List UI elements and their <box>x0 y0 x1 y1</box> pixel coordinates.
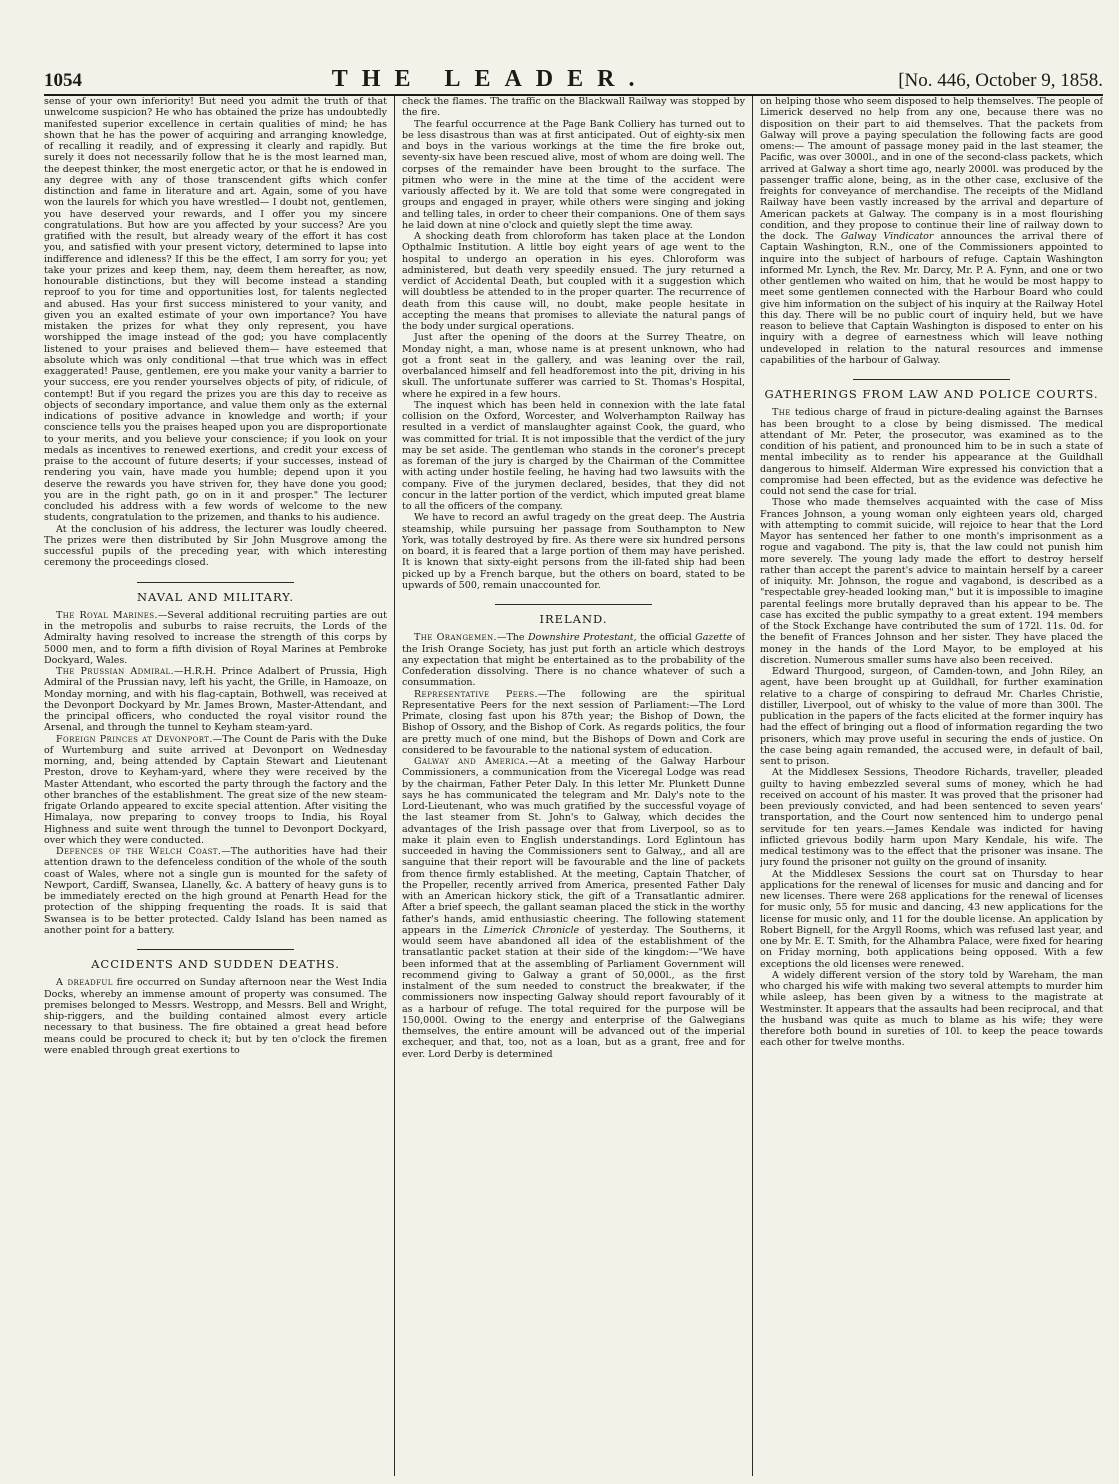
paragraph-colliery: The fearful occurrence at the Page Bank Colliery has turned out to be less disastrous than was at first anticipated. Out of eighty-six men and boys in the various workings at the time the fire broke out, seventy-six have been rescued alive, most of whom are doing well. The corpses of the remainder have been brought to the surface. The pitmen who were in the mine at the time of the accident were variously affected by it. We are told that some were congregated in groups and engaged in prayer, while others were singing and joking and telling tales, in order to cheer their companions. One of them says he laid down at nine o'clock and quietly slept the time away. <box>402 118 745 231</box>
page-number: 1054 <box>44 70 82 91</box>
paragraph-text: —The authorities have had their attention drawn to the defenceless condition of the whole of the south coast of Wales, where not a single gun is mounted for the safety of Newport, Cardiff, Swansea, Llanelly, &c. A battery of heavy guns is to be immediately erected on the high ground at Penarth Head for the protection of the shipping frequenting the roads. It is said that Swansea is to be better protected. Caldy Island has been named as another point for a battery. <box>44 846 387 936</box>
paragraph-dock-fire <box>44 977 387 1056</box>
section-heading-ireland: IRELAND. <box>402 604 745 625</box>
paragraph-chloroform: A shocking death from chloroform has taken place at the London Opthalmic Institution. A little boy eight years of age went to the hospital to undergo an operation in his eyes. Chloroform was administered, but death very speedily ensued. The jury returned a verdict of Accidental Death, but coupled with it a suggestion which will doubtless be attended to in the proper quarter. The recurrence of death from this cause will, no doubt, make people hesitate in accepting the means that promises to alleviate the natural pangs of the body under surgical operations. <box>402 231 745 332</box>
lead-in: Foreign Princes at Devonport. <box>56 733 213 745</box>
paragraph-text: —The following are the spiritual Representative Peers for the next session of Parliament:—The Lord Primate, closing fast upon his 87th year; the Bishop of Down, the Bishop of Ossory, and the Bishop of Cork. As regards politics, the four are pretty much of one mind, but the Bishops of Down and Cork are considered to be favourable to the national system of education. <box>402 688 745 756</box>
lead-in: The Royal Marines. <box>56 609 158 621</box>
paragraph-representative-peers <box>402 689 745 757</box>
section-heading-naval: NAVAL AND MILITARY. <box>44 582 387 603</box>
paragraph-wareham: A widely different version of the story told by Wareham, the man who charged his wife with making two several attempts to murder him while asleep, has been given by a witness to the magistrate at Westminster. It appears that the assaults had been reciprocal, and that the husband was quite as much to blame as his wife; they were therefore both bound in sureties of 10l. to keep the peace towards each other for twelve months. <box>760 969 1103 1049</box>
column-rule <box>752 96 753 1476</box>
paragraph-speech: sense of your own inferiority! But need you admit the truth of that unwelcome suspicion? He who has obtained the prize has undoubtedly manifested superior excellence in certain qualities of mind; he has shown that he has the power of acquiring and arranging knowledge, of recalling it readily, and of expressing it clearly and rapidly. But surely it does not necessarily follow that he is the most learned man, the deepest thinker, the most energetic actor, or that he is endowed in any degree with any of those transcendent gifts which confer distinction and fame in literature and art. Again, some of you have won the laurels for which you have wrestled— I doubt not, gentlemen, you have deserved your rewards, and I offer you my sincere congratulations. But how are you affected by your success? Are you gratified with the result, but already weary of the effort it has cost you, and satisfied with your present victory, determined to lapse into indifference and idleness? If this be the effect, I am sorry for you; yet take your prizes and keep them, nay, deem them hereafter, as now, honourable distinctions, but they will become instead a standing reproof to you for time and opportunities lost, for talents neglected and abused. Has your first success ministered to your vanity, and given you an exalted estimate of your own importance? You have mistaken the prizes for what they only represent, you have worshipped the image instead of the god; you have complacently listened to your praises and believed them— have esteemed that absolute which was only conditional —that true which was in effect exaggerated! Pause, gentlemen, ere you make your vanity a barrier to your success, ere you render yourselves objects of pity, of ridicule, of contempt! But if you regard the prizes you are this day to receive as objects of secondary importance, and value them only as the external indications of positive advance in knowledge and worth; if your conscience tells you the praises heaped upon you are disproportionate to your merits, and you believe your conscience; if you look on your medals as incentives to renewed exertions, and credit your excess of praise to the account of future deserts; if your successes, instead of rendering you vain, have made you humble; depend upon it you deserve the rewards you have striven for, they have done you good; you are in the right path, go on in it and prosper." The lecturer concluded his address with a few words of welcome to the new students, congratulation to the prizemen, and thanks to his audience. <box>44 96 387 524</box>
page-header <box>44 66 1103 96</box>
publication-name: Galway Vindicator <box>840 231 934 242</box>
lead-in: Representative Peers. <box>414 688 538 700</box>
lead-in: The <box>772 407 791 419</box>
paragraph-text: on helping those who seem disposed to help themselves. The people of Limerick deserved no help from any one, because there was no disposition on their part to aid themselves. That the packets from Galway will prove a paying speculation the following facts are good omens:— The amount of passage money paid in the last steamer, the Pacific, was over 3000l., and in one of the second-class packets, which arrived at Galway a short time ago, nearly 2000l. was produced by the passenger traffic alone, being, as in the other case, exclusive of the freights for conveyance of merchandise. The receipts of the Midland Railway have been vastly increased by the arrival and departure of American packets at Galway. The company is in a most flourishing condition, and they propose to continue their line of railway down to the dock. The <box>760 96 1103 242</box>
paragraph-music-licences: At the Middlesex Sessions the court sat on Thursday to hear applications for the renewal of licenses for music and dancing and for new licenses. There were 268 applications for the renewal of licenses for music only, 55 for music and dancing, 43 new applications for the license for music only, and 11 for the double license. An application by Robert Bignell, for the Argyll Rooms, which was refused last year, and one by Mr. E. T. Smith, for the Alhambra Palace, were fixed for hearing on Friday morning, both applications being opposed. With a few exceptions the old licenses were renewed. <box>760 868 1103 970</box>
section-heading-accidents: ACCIDENTS AND SUDDEN DEATHS. <box>44 949 387 970</box>
newspaper-title: THE LEADER. <box>331 66 649 92</box>
lead-in: Defences of the Welch Coast. <box>56 846 222 857</box>
paragraph-picture-fraud <box>760 407 1103 497</box>
publication-name: Downshire Protestant <box>528 632 634 644</box>
paragraph-text: —H.R.H. Prince Adalbert of Prussia, High Admiral of the Prussian navy, left his yacht, the Grille, in Hamoaze, on Monday morning, and with his flag-captain, Bothwell, was received at the Devonport Dockyard by Mr. James Brown, Master-Attendant, and the principal officers, who conducted the royal visitor round the Arsenal, and through the tunnel to Keyham steam-yard. <box>44 666 387 734</box>
lead-in: The Orangemen. <box>414 632 497 644</box>
column-left <box>44 96 387 1476</box>
paragraph-welch-coast <box>44 846 387 936</box>
column-right <box>760 96 1103 1476</box>
publication-name: Limerick Chronicle <box>483 924 580 936</box>
paragraph-foreign-princes <box>44 734 387 847</box>
paragraph-text: tedious charge of fraud in picture-dealing against the Barnses has been brought to a close by being dismissed. The medical attendant of Mr. Peter, the prosecutor, was examined as to the condition of his patient, and pronounced him to be in such a state of mental imbecility as to render his appearance at the Guildhall dangerous to himself. Alderman Wire expressed his conviction that a compromise had been effected, but as the evidence was defective he could not send the case for trial. <box>760 407 1103 497</box>
paragraph-text: , the official <box>633 632 696 644</box>
paragraph-galway-america <box>402 756 745 1060</box>
paragraph-railway-inquest: The inquest which has been held in connexion with the late fatal collision on the Oxford, Worcester, and Wolverhampton Railway has resulted in a verdict of manslaughter against Cook, the guard, who was committed for trial. It is not impossible that the verdict of the jury may be set aside. The gentleman who stands in the coroner's precept as foreman of the jury is charged by the Chairman of the Committee with acting under hostile feeling, he having had two lawsuits with the company. Five of the jurymen declared, besides, that they did not concur in the latter portion of the verdict, which imputed great blame to all the officers of the company. <box>402 399 745 512</box>
paragraph-royal-marines <box>44 610 387 666</box>
article-columns <box>44 96 1103 1476</box>
paragraph-orangemen <box>402 632 745 688</box>
paragraph-austria-steamship: We have to record an awful tragedy on the great deep. The Austria steamship, while pursuing her passage from Southampton to New York, was totally destroyed by fire. As there were six hundred persons on board, it is feared that a large portion of them may have perished. It is known that sixty-eight persons from the ill-fated ship had been picked up by a French barque, but the others on board, stated to be upwards of 500, remain unaccounted for. <box>402 512 745 591</box>
paragraph-text: of the Irish Orange Society, has just put forth an article which destroys any expectation that might be entertained as to the probability of the Confederation dissolving. There is no chance whatever of such a consummation. <box>402 632 745 689</box>
publication-name: Gazette <box>695 632 733 644</box>
paragraph-middlesex-richards: At the Middlesex Sessions, Theodore Richards, traveller, pleaded guilty to having embezzled several sums of money, which he had received on account of his master. It was proved that the prisoner had been previously convicted, and had been sentenced to seven years' transportation, and the Court now sentenced him to undergo penal servitude for ten years.—James Kendale was indicted for having inflicted grievous bodily harm upon Mary Kendale, his wife. The medical testimony was to the effect that the prisoner was insane. The jury found the prisoner not guilty on the ground of insanity. <box>760 767 1103 869</box>
paragraph-text: of yesterday. The Southerns, it would seem have abandoned all idea of the establishment of the transatlantic packet station at their side of the kingdom:—"We have been informed that at the assembling of Parliament Government will recommend giving to Galway a grant of 50,000l., as the first instalment of the sum needed to construct the breakwater, if the commissioners now inspecting Galway should report favourably of it as a harbour of refuge. The total required for the purpose will be 150,000l. Owing to the energy and enterprise of the Galwegians themselves, the entire amount will be advanced out of the imperial exchequer, and that, too, not as a loan, but as a grant, free and for ever. Lord Derby is determined <box>402 924 745 1060</box>
paragraph-text: —The <box>496 632 528 644</box>
paragraph-text: —At a meeting of the Galway Harbour Commissioners, a communication from the Viceregal Lodge was read by the chairman, Father Peter Daly. In this letter Mr. Plunkett Dunne says he has communicated the telegram and Mr. Daly's note to the Lord-Lieutenant, who was much gratified by the successful voyage of the last steamer from St. John's to Galway, which decides the advantages of the Irish passage over that from Liverpool, so as to make it plain even to English understandings. Lord Eglintoun has succeeded in having the Commissioners sent to Galway,, and all are sanguine that their report will be favourable and the line of packets from thence firmly established. At the meeting, Captain Thatcher, of the Propeller, recently arrived from America, presented Father Daly with an American hickory stick, the gift of a Transatlantic admirer. After a brief speech, the gallant seaman placed the stick in the worthy father's hands, amid enthusiastic cheering. The following statement appears in the <box>402 756 745 936</box>
paragraph-text: fire occurred on Sunday afternoon near the West India Docks, whereby an immense amount of property was consumed. The premises belonged to Messrs. Westropp, and Messrs. Bell and Wright, ship-riggers, and the building contained almost every article necessary to that business. The fire obtained a great head before means could be procured to check it; but by ten o'clock the firemen were enabled through great exertions to <box>44 977 387 1056</box>
paragraph-frances-johnson: Those who made themselves acquainted with the case of Miss Frances Johnson, a young woman only eighteen years old, charged with attempting to commit suicide, will rejoice to hear that the Lord Mayor has sentenced her father to one month's imprisonment as a rogue and vagabond. The pity is, that the law could not punish him more severely. The young lady made the effort to destroy herself rather than accept the parent's advice to maintain herself by a career of iniquity. Mr. Johnson, the rogue and vagabond, is described as a "respectable grey-headed looking man," but it is impossible to imagine parental feelings more brutally depraved than his appear to be. The case has excited the public sympathy to a great extent. 194 members of the Stock Exchange have contributed the sum of 172l. 11s. 0d. for the benefit of Frances Johnson and her sister. They have placed the money in the hands of the Lord Mayor, to be employed at his discretion. Numerous smaller sums have also been received. <box>760 497 1103 666</box>
issue-number-date: [No. 446, October 9, 1858. <box>898 70 1103 91</box>
paragraph-surrey-theatre: Just after the opening of the doors at the Surrey Theatre, on Monday night, a man, whose name is at present unknown, who had got a front seat in the gallery, and was leaning over the rail, overbalanced himself and fell headforemost into the pit, driving in his skull. The unfortunate sufferer was carried to St. Thomas's Hospital, where he expired in a few hours. <box>402 332 745 400</box>
paragraph-text: —Several additional recruiting parties are out in the metropolis and suburbs to raise recruits, the Lords of the Admiralty having resolved to increase the strength of this corps by 5000 men, and to form a fifth division of Royal Marines at Pembroke Dockyard, Wales. <box>44 609 387 666</box>
column-middle <box>402 96 745 1476</box>
column-rule <box>394 96 395 1476</box>
paragraph-thurgood: Edward Thurgood, surgeon, of Camden-town, and John Riley, an agent, have been brought up at Guildhall, for further examination relative to a charge of conspiring to defraud Mr. Charles Christie, distiller, Liverpool, out of whisky to the value of more than 300l. The publication in the papers of the facts elicited at the former inquiry has had the effect of bringing out a flood of information regarding the two prisoners, which may prove useful in securing the ends of justice. On the case being again remanded, the accused were, in default of bail, sent to prison. <box>760 666 1103 767</box>
paragraph-conclusion: At the conclusion of his address, the lecturer was loudly cheered. The prizes were then distributed by Sir John Musgrove among the successful pupils of the preceding year, with which interesting ceremony the proceedings closed. <box>44 523 387 569</box>
paragraph-text: announces the arrival there of Captain Washington, R.N., one of the Commissioners appointed to inquire into the subject of harbours of refuge. Captain Washington informed Mr. Lynch, the Rev. Mr. Darcy, Mr. P. A. Fynn, and one or two other gentlemen who waited on him, that he would be most happy to meet some gentlemen connected with the Harbour Board who could give him information on the subject of his inquiry at the Railway Hotel this day. There will be no public court of inquiry held, but we have reason to believe that Captain Washington is disposed to enter on his inquiry with a degree of earnestness which will leave nothing undeveloped in relation to the natural resources and immense capabilities of the harbour of Galway. <box>760 231 1103 366</box>
lead-in: The Prussian Admiral. <box>56 666 174 677</box>
paragraph-text: —The Count de Paris with the Duke of Wurtemburg and suite arrived at Devonport on Wednesday morning, and, being attended by Captain Stewart and Lieutenant Preston, drove to Keyham-yard, where they were received by the Master Attendant, who escorted the party through the factory and the other branches of the establishment. The great size of the new steam-frigate Orlando appeared to excite special attention. After visiting the Himalaya, now preparing to convey troops to India, his Royal Highness and suite went through the tunnel to Devonport Dockyard, over which they were conducted. <box>44 733 387 846</box>
paragraph-prussian-admiral <box>44 666 387 734</box>
section-heading-law-police: GATHERINGS FROM LAW AND POLICE COURTS. <box>760 379 1103 400</box>
paragraph-fire-end: check the flames. The traffic on the Blackwall Railway was stopped by the fire. <box>402 96 745 119</box>
lead-in: A dreadful <box>56 977 113 989</box>
lead-in: Galway and America. <box>414 756 529 767</box>
paragraph-galway-continued <box>760 96 1103 366</box>
